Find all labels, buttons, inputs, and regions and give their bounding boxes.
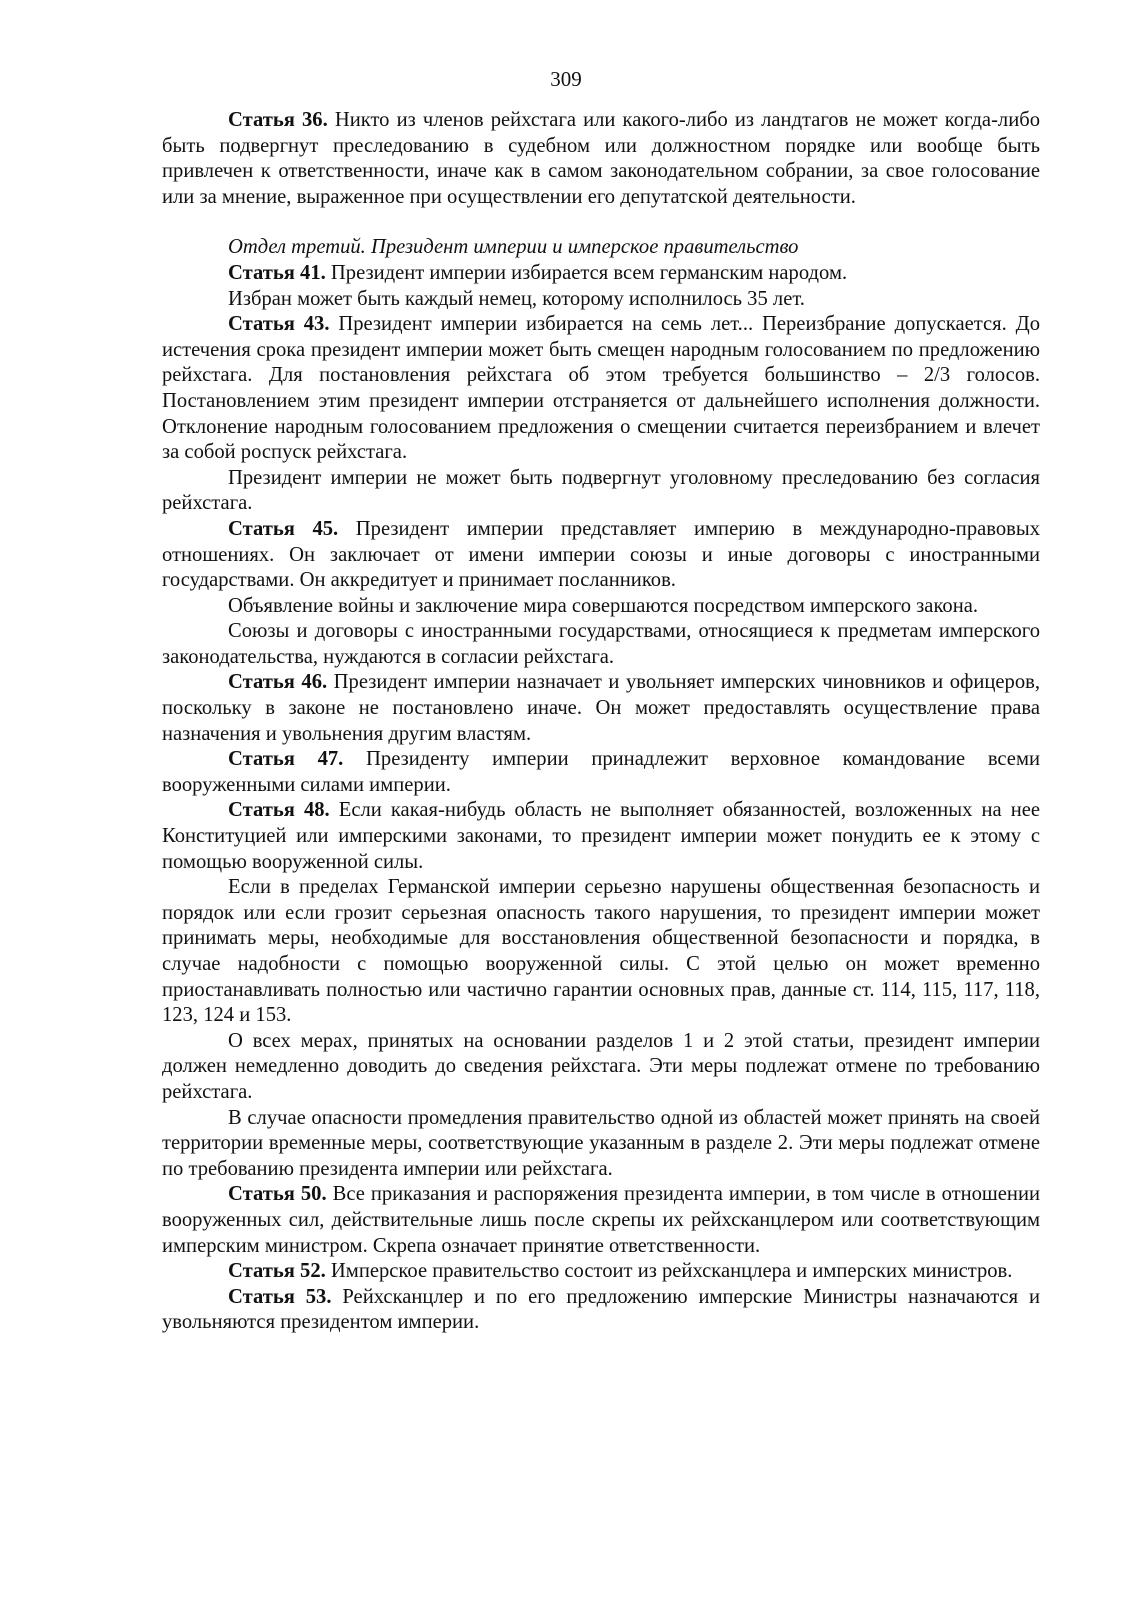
article-45 [162, 517, 1040, 594]
article-50 [162, 1182, 1040, 1259]
article-text: Президенту империи принадлежит верховное командование всеми вооруженными силами империи. [162, 748, 1041, 796]
article-label: Статья 50. [228, 1183, 327, 1206]
paragraph-text: Избран может быть каждый немец, которому исполнилось 35 лет. [228, 287, 805, 310]
paragraph [162, 466, 1040, 517]
article-label: Статья 45. [228, 517, 339, 540]
article-text: Рейхсканцлер и по его предложению имперские Министры назначаются и увольняются президентом империи. [162, 1285, 1040, 1334]
article-label: Статья 46. [228, 671, 328, 694]
article-52 [162, 1259, 1040, 1285]
paragraph-text: Союзы и договоры с иностранными государствами, относящиеся к предметам имперского законодательства, нуждаются в согласии рейхстага. [162, 620, 1040, 668]
section-heading: Отдел третий. Президент империи и имперское правительство [228, 236, 799, 259]
article-label: Статья 52. [228, 1260, 326, 1283]
article-text: Президент империи представляет империю в международно-правовых отношениях. Он заключает от имени империи союзы и иные договоры с иностранными государствами. Он аккредитует и принимает посланников. [162, 517, 1040, 592]
paragraph-text: Если в пределах Германской империи серьезно нарушены общественная безопасность и порядок или если грозит серьезная опасность такого нарушения, то президент империи может принимать меры, необходимые для восстановления общественной безопасности и порядка, в случае надобности с помощью вооруженной силы. С этой целью он может временно приостанавливать полностью или частично гарантии основных прав, данные ст. 114, 115, 117, 118, 123, 124 и 153. [162, 876, 1040, 1027]
paragraph [162, 1106, 1040, 1183]
article-text: Никто из членов рейхстага или какого-либо из ландтагов не может когда-либо быть подвергнут преследованию в судебном или должностном порядке или вообще быть привлечен к ответственности, иначе как в самом законодательном собрании, за свое голосование или за мнение, выраженное при осуществлении его депутатской деятельности. [162, 109, 1040, 208]
page-number: 309 [550, 67, 582, 91]
article-label: Статья 53. [228, 1285, 332, 1308]
article-36 [162, 108, 1040, 210]
paragraph-text: Президент империи не может быть подвергнут уголовному преследованию без согласия рейхстага. [162, 466, 1040, 515]
article-text: Президент империи избирается всем германским народом. [325, 261, 848, 284]
article-41 [162, 261, 1040, 287]
paragraph [162, 594, 1040, 620]
paragraph [162, 1029, 1040, 1106]
article-text: Президент империи назначает и увольняет имперских чиновников и офицеров, поскольку в законе не постановлено иначе. Он может предоставлять осуществление права назначения и увольнения другим властям. [162, 671, 1040, 745]
paragraph-text: О всех мерах, принятых на основании разделов 1 и 2 этой статьи, президент империи должен немедленно доводить до сведения рейхстага. Эти меры подлежат отмене по требованию рейхстага. [162, 1029, 1040, 1103]
paragraph-text: В случае опасности промедления правительство одной из областей может принять на своей территории временные меры, соответствующие указанным в разделе 2. Эти меры подлежат отмене по требованию президента империи или рейхстага. [162, 1106, 1040, 1180]
paragraph [162, 619, 1040, 670]
article-label: Статья 41. [228, 261, 326, 284]
article-label: Статья 48. [228, 799, 330, 822]
article-label: Статья 43. [228, 313, 330, 336]
article-53 [162, 1285, 1040, 1336]
paragraph [162, 287, 1040, 313]
article-label: Статья 36. [228, 109, 328, 131]
paragraph [162, 875, 1040, 1029]
article-text: Президент империи избирается на семь лет... Переизбрание допускается. До истечения срока президент империи может быть смещен народным голосованием по предложению рейхстага. Для постановления рейхстага об этом требуется большинство – 2/3 голосов. Постановлением этим президент империи отстраняется от дальнейшего исполнения должности. Отклонение народным голосованием предложения о смещении считается переизбранием и влечет за собой роспуск рейхстага. [162, 313, 1040, 464]
article-43 [162, 312, 1040, 466]
article-48 [162, 798, 1040, 875]
article-text: Имперское правительство состоит из рейхсканцлера и имперских министров. [325, 1260, 1013, 1283]
article-46 [162, 670, 1040, 747]
article-text: Все приказания и распоряжения президента империи, в том числе в отношении вооруженных сил, действительные лишь после скрепы их рейхсканцлером или соответствующим имперским министром. Скрепа означает принятие ответственности. [162, 1183, 1040, 1257]
article-47 [162, 747, 1040, 798]
article-label: Статья 47. [228, 748, 344, 771]
article-text: Если какая-нибудь область не выполняет обязанностей, возложенных на нее Конституцией или имперскими законами, то президент империи может понудить ее к этому с помощью вооруженной силы. [162, 799, 1040, 873]
document-body [162, 108, 1040, 1336]
paragraph-text: Объявление войны и заключение мира совершаются посредством имперского закона. [228, 594, 979, 617]
